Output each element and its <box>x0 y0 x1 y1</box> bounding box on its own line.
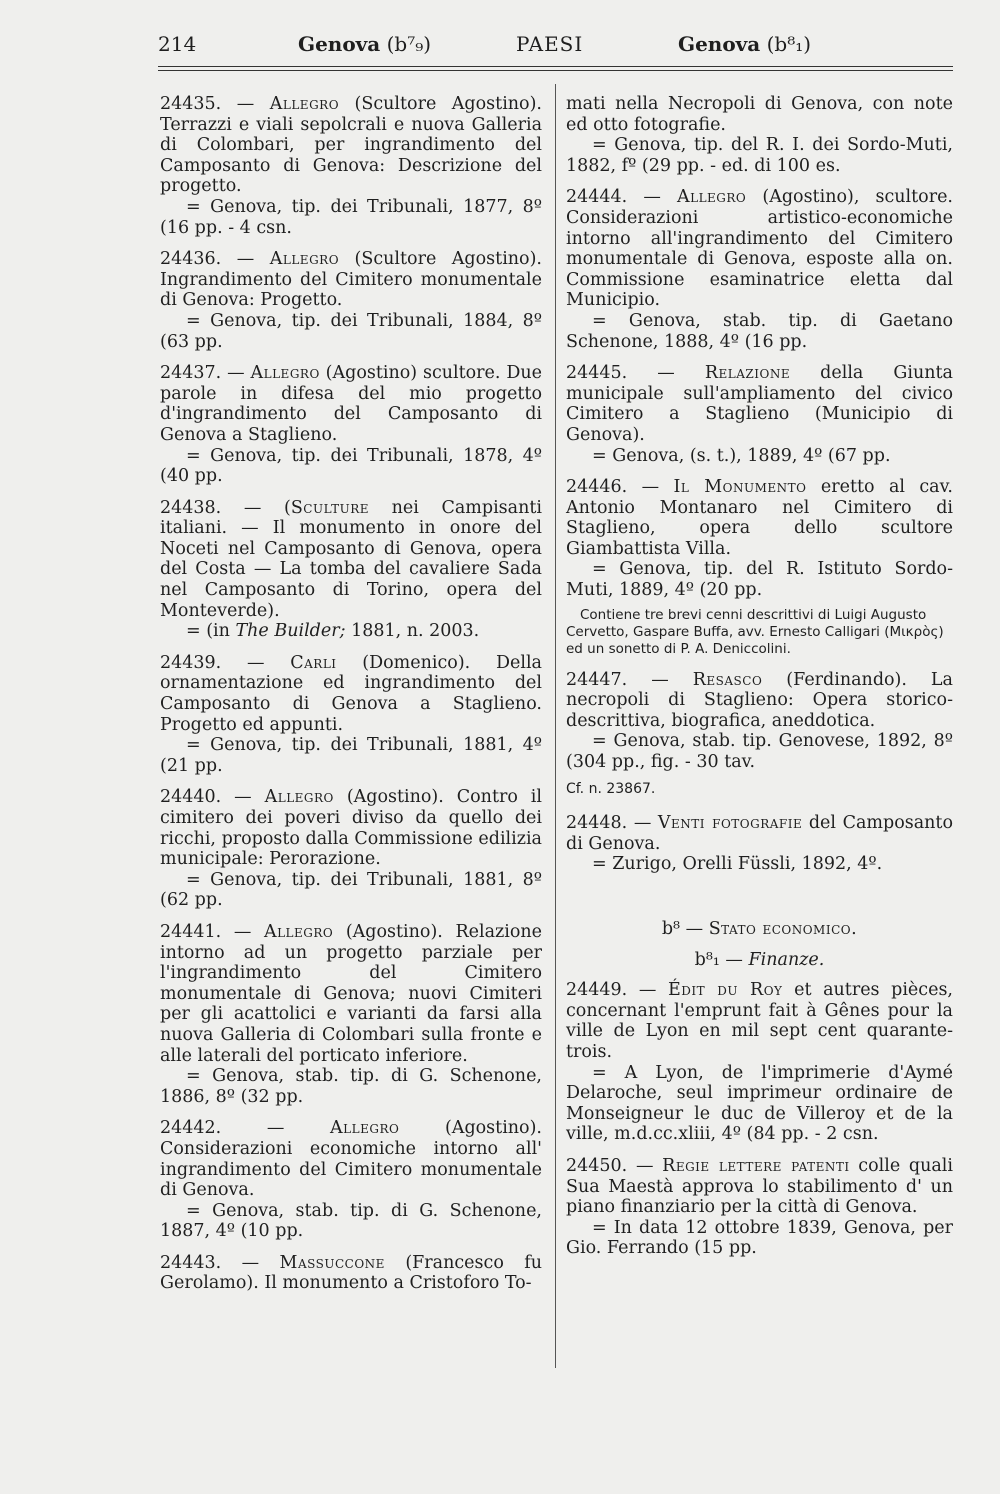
entry-author: Édit du Roy <box>667 980 783 1001</box>
entry-note: Contiene tre brevi cenni descrittivi di Luigi Augusto Cervetto, Gaspare Buffa, avv. Ernesto Calligari (Μικρὸς) ed un sonetto di P. A. Deniccolini. <box>566 606 944 657</box>
cross-reference: Cf. n. 23867. <box>566 780 656 797</box>
entry: 24440. — Allegro (Agostino). Contro il cimitero dei poveri diviso da quello dei ricchi, proposto dalla Commissione edilizia municipale: Perorazione. = Genova, tip. dei Tribunali, 1881, 8º (62 pp. <box>160 787 542 911</box>
entry: 24436. — Allegro (Scultore Agostino). Ingrandimento del Cimitero monumentale di Genova: Progetto. = Genova, tip. dei Tribunali, 1884, 8º (63 pp. <box>160 249 542 352</box>
entry-text: nei Campisanti italiani. — Il monumento in onore del Noceti nel Camposanto di Genova, opera del Costa — La tomba del cavaliere Sada nel Camposanto di Torino, opera del Monteverde). <box>160 497 542 621</box>
entry-text: (Agostino). Relazione intorno ad un progetto parziale per l'ingrandimento del Cimitero monumentale di Genova; nuovi Cimiteri per gli acattolici e varianti da farsi alla nuova Galleria di Colombari sulla fronte e alle laterali del porticato inferiore. <box>160 921 542 1066</box>
header-right-city: Genova <box>678 32 761 56</box>
header-right-section: (b⁸₁) <box>766 32 812 56</box>
entry-continuation <box>566 94 953 176</box>
left-column <box>160 94 542 1305</box>
header-left-section: (b⁷₉) <box>386 32 432 56</box>
entry-publication: = Genova, stab. tip. di G. Schenone, 1887, 4º (10 pp. <box>160 1200 542 1242</box>
header-right <box>678 32 811 56</box>
entry-number: 24446. <box>566 477 628 498</box>
entry-author: Relazione <box>704 363 791 384</box>
entry-text: eretto al cav. Antonio Montanaro nel Cimitero di Staglieno, opera dello scultore Giambattista Villa. <box>566 477 953 559</box>
entry-publication: = Genova, tip. del R. I. dei Sordo-Muti, 1882, fº (29 pp. - ed. di 100 es. <box>566 135 953 176</box>
header-center-title: PAESI <box>516 32 584 56</box>
pub-suffix: 1881, n. 2003. <box>345 621 480 642</box>
entry-number: 24438. <box>160 497 222 518</box>
periodical-title: The Builder; <box>235 621 346 642</box>
section-heading: b⁸ — Stato economico. <box>661 919 858 939</box>
entry-number: 24445. <box>566 363 628 384</box>
running-header <box>158 32 958 64</box>
entry-publication: = Genova, tip. dei Tribunali, 1878, 4º (40 pp. <box>160 445 542 487</box>
entry-publication <box>160 621 542 642</box>
entry-author: Carli <box>290 652 337 673</box>
entry-publication: = Genova, (s. t.), 1889, 4º (67 pp. <box>592 445 891 466</box>
entry-text: (Agostino). Contro il cimitero dei poveri diviso da quello dei ricchi, proposto dalla Commissione edilizia municipale: Perorazione. <box>160 787 542 870</box>
entry: 24442. — Allegro (Agostino). Considerazioni economiche intorno all' ingrandimento del Cimitero monumentale di Genova. = Genova, stab. tip. di G. Schenone, 1887, 4º (10 pp. <box>160 1118 542 1242</box>
section-title: Stato economico. <box>708 919 858 939</box>
entry: 24443. — Massuccone (Francesco fu Gerolamo). Il monumento a Cristoforo To- <box>160 1252 542 1294</box>
entry-text: (Agostino), scultore. Considerazioni artistico-economiche intorno all'ingrandimento del Cimitero monumentale di Genova, esposte alla on. Commissione esaminatrice eletta dal Municipio. <box>566 187 953 311</box>
header-left-city: Genova <box>298 32 381 56</box>
section-code: b⁸ <box>661 919 681 939</box>
entry: 24445. — Relazione della Giunta municipale sull'ampliamento del civico Cimitero a Staglieno (Municipio di Genova). = Genova, (s. t.), 1889, 4º (67 pp. <box>566 363 953 466</box>
entry-number: 24439. <box>160 652 222 673</box>
entry-author: Resasco <box>692 669 763 690</box>
entry-number: 24449. <box>566 980 628 1001</box>
entry-text: (Scultore Agostino). Terrazzi e viali sepolcrali e nuova Galleria di Colombari, per ingrandimento del Camposanto di Genova: Descrizione del progetto. <box>160 94 542 197</box>
subsection-code: b⁸₁ <box>694 949 720 970</box>
entry-publication: = Genova, tip. dei Tribunali, 1881, 8º (62 pp. <box>160 869 542 911</box>
subsection-heading: b⁸₁ — Finanze. <box>694 949 825 970</box>
entry-publication: = Genova, tip. dei Tribunali, 1884, 8º (63 pp. <box>160 310 542 352</box>
entry-author: Regie lettere patenti <box>662 1155 850 1176</box>
entry-number: 24440. <box>160 787 222 808</box>
entry: 24441. — Allegro (Agostino). Relazione intorno ad un progetto parziale per l'ingrandimento del Cimitero monumentale di Genova; nuovi Cimiteri per gli acattolici e varianti da farsi alla nuova Galleria di Colombari sulla fronte e alle laterali del porticato inferiore. = Genova, stab. tip. di G. Schenone, 1886, 8º (32 pp. <box>160 921 542 1107</box>
entry-number: 24436. <box>160 249 222 270</box>
entry: 24449. — Édit du Roy et autres pièces, concernant l'emprunt fait à Gênes pour la ville de Lyon en mil sept cent quarante-trois. = A Lyon, de l'imprimerie d'Aymé Delaroche, seul imprimeur ordinaire de Monseigneur le duc de Villeroy et de la ville, m.d.cc.xliii, 4º (84 pp. - 2 csn. <box>566 980 953 1145</box>
entry-text: et autres pièces, concernant l'emprunt fait à Gênes pour la ville de Lyon en mil sept cent quarante-trois. <box>566 980 953 1062</box>
right-column <box>566 94 953 1270</box>
entry-number: 24444. <box>566 187 628 208</box>
entry-text: del Camposanto di Genova. <box>566 813 953 854</box>
entry-number: 24441. <box>160 921 222 942</box>
column-divider <box>555 84 556 1368</box>
entry-publication: = Zurigo, Orelli Füssli, 1892, 4º. <box>592 854 883 875</box>
entry-author: Allegro <box>263 921 334 942</box>
entry-number: 24447. <box>566 669 628 690</box>
entry-publication: = Genova, stab. tip. Genovese, 1892, 8º (304 pp., fig. - 30 tav. <box>566 731 953 773</box>
entry-publication: = In data 12 ottobre 1839, Genova, per Gio. Ferrando (15 pp. <box>566 1217 953 1259</box>
entry-publication: = Genova, stab. tip. di Gaetano Schenone, 1888, 4º (16 pp. <box>566 310 953 352</box>
entry-author: Massuccone <box>279 1252 385 1273</box>
continuation-text: mati nella Necropoli di Genova, con note ed otto fotografie. <box>566 94 953 135</box>
entry-text: colle quali Sua Maestà approva lo stabilimento d' un piano finanziario per la città di Genova. <box>566 1155 953 1218</box>
entry-author: Venti fotografie <box>657 813 803 834</box>
entry-author: Allegro <box>269 94 340 114</box>
entry: 24447. — Resasco (Ferdinando). La necropoli di Staglieno: Opera storico-descrittiva, biografica, aneddotica. = Genova, stab. tip. Genovese, 1892, 8º (304 pp., fig. - 30 tav. <box>566 669 953 773</box>
entry: 24435. — Allegro (Scultore Agostino). Terrazzi e viali sepolcrali e nuova Galleria di Colombari, per ingrandimento del Camposanto di Genova: Descrizione del progetto. = Genova, tip. dei Tribunali, 1877, 8º (16 pp. - 4 csn. <box>160 94 542 238</box>
entry <box>160 498 542 642</box>
entry: 24448. — Venti fotografie del Camposanto di Genova. = Zurigo, Orelli Füssli, 1892, 4º. <box>566 813 953 875</box>
entry-author: Allegro <box>250 363 320 384</box>
entry-publication: = A Lyon, de l'imprimerie d'Aymé Delaroche, seul imprimeur ordinaire de Monseigneur le duc de Villeroy et de la ville, m.d.cc.xliii, 4º (84 pp. - 2 csn. <box>566 1062 953 1145</box>
entry-number: 24443. <box>160 1252 222 1273</box>
entry-text: della Giunta municipale sull'ampliamento del civico Cimitero a Staglieno (Municipio di Genova). <box>566 363 953 445</box>
entry-text: (Agostino) scultore. Due parole in difesa del mio progetto d'ingrandimento del Camposanto di Genova a Staglieno. <box>160 363 542 445</box>
entry-prefix: — ( <box>221 497 291 518</box>
entry-number: 24437. <box>160 363 222 384</box>
entry: 24444. — Allegro (Agostino), scultore. Considerazioni artistico-economiche intorno all'ingrandimento del Cimitero monumentale di Genova, esposte alla on. Commissione esaminatrice eletta dal Municipio. = Genova, stab. tip. di Gaetano Schenone, 1888, 4º (16 pp. <box>566 187 953 352</box>
entry: 24437. — Allegro (Agostino) scultore. Due parole in difesa del mio progetto d'ingrandimento del Camposanto di Genova a Staglieno. = Genova, tip. dei Tribunali, 1878, 4º (40 pp. <box>160 363 542 487</box>
entry: 24439. — Carli (Domenico). Della ornamentazione ed ingrandimento del Camposanto di Genova a Staglieno. Progetto ed appunti. = Genova, tip. dei Tribunali, 1881, 4º (21 pp. <box>160 652 542 776</box>
header-left <box>298 32 431 56</box>
entry-author: Il Monumento <box>673 477 807 498</box>
entry-author: Allegro <box>676 187 747 208</box>
entry-text: (Domenico). Della ornamentazione ed ingrandimento del Camposanto di Genova a Staglieno. Progetto ed appunti. <box>160 652 542 735</box>
entry-publication: = Genova, stab. tip. di G. Schenone, 1886, 8º (32 pp. <box>160 1066 542 1107</box>
pub-prefix: = (in <box>186 621 236 642</box>
entry: 24450. — Regie lettere patenti colle quali Sua Maestà approva lo stabilimento d' un piano finanziario per la città di Genova. = In data 12 ottobre 1839, Genova, per Gio. Ferrando (15 pp. <box>566 1155 953 1259</box>
entry-number: 24448. <box>566 813 628 834</box>
subsection-title: Finanze. <box>748 949 825 970</box>
entry-number: 24450. <box>566 1155 628 1176</box>
entry-number: 24435. <box>160 94 222 114</box>
entry-author: Allegro <box>330 1118 400 1139</box>
entry-publication: = Genova, tip. dei Tribunali, 1877, 8º (16 pp. - 4 csn. <box>160 196 542 238</box>
header-rule-top <box>158 66 953 67</box>
page-number: 214 <box>158 32 197 56</box>
entry-text: (Scultore Agostino). Ingrandimento del Cimitero monumentale di Genova: Progetto. <box>160 249 542 311</box>
entry-text: (Agostino). Considerazioni economiche intorno all' ingrandimento del Cimitero monumentale di Genova. <box>160 1118 542 1201</box>
entry-author: Allegro <box>269 249 340 270</box>
header-rule-bottom <box>158 70 953 71</box>
entry-text: (Francesco fu Gerolamo). Il monumento a Cristoforo To- <box>160 1252 542 1294</box>
entry-publication: = Genova, tip. dei Tribunali, 1881, 4º (21 pp. <box>160 735 542 776</box>
entry: 24446. — Il Monumento eretto al cav. Antonio Montanaro nel Cimitero di Staglieno, opera dello scultore Giambattista Villa. = Genova, tip. del R. Istituto Sordo-Muti, 1889, 4º (20 pp. <box>566 477 953 601</box>
entry-number: 24442. <box>160 1118 222 1139</box>
entry-author: Sculture <box>290 497 369 518</box>
entry-publication: = Genova, tip. del R. Istituto Sordo-Muti, 1889, 4º (20 pp. <box>566 559 953 601</box>
entry-text: (Ferdinando). La necropoli di Staglieno: Opera storico-descrittiva, biografica, aneddotica. <box>566 669 953 731</box>
entry-author: Allegro <box>264 787 334 808</box>
